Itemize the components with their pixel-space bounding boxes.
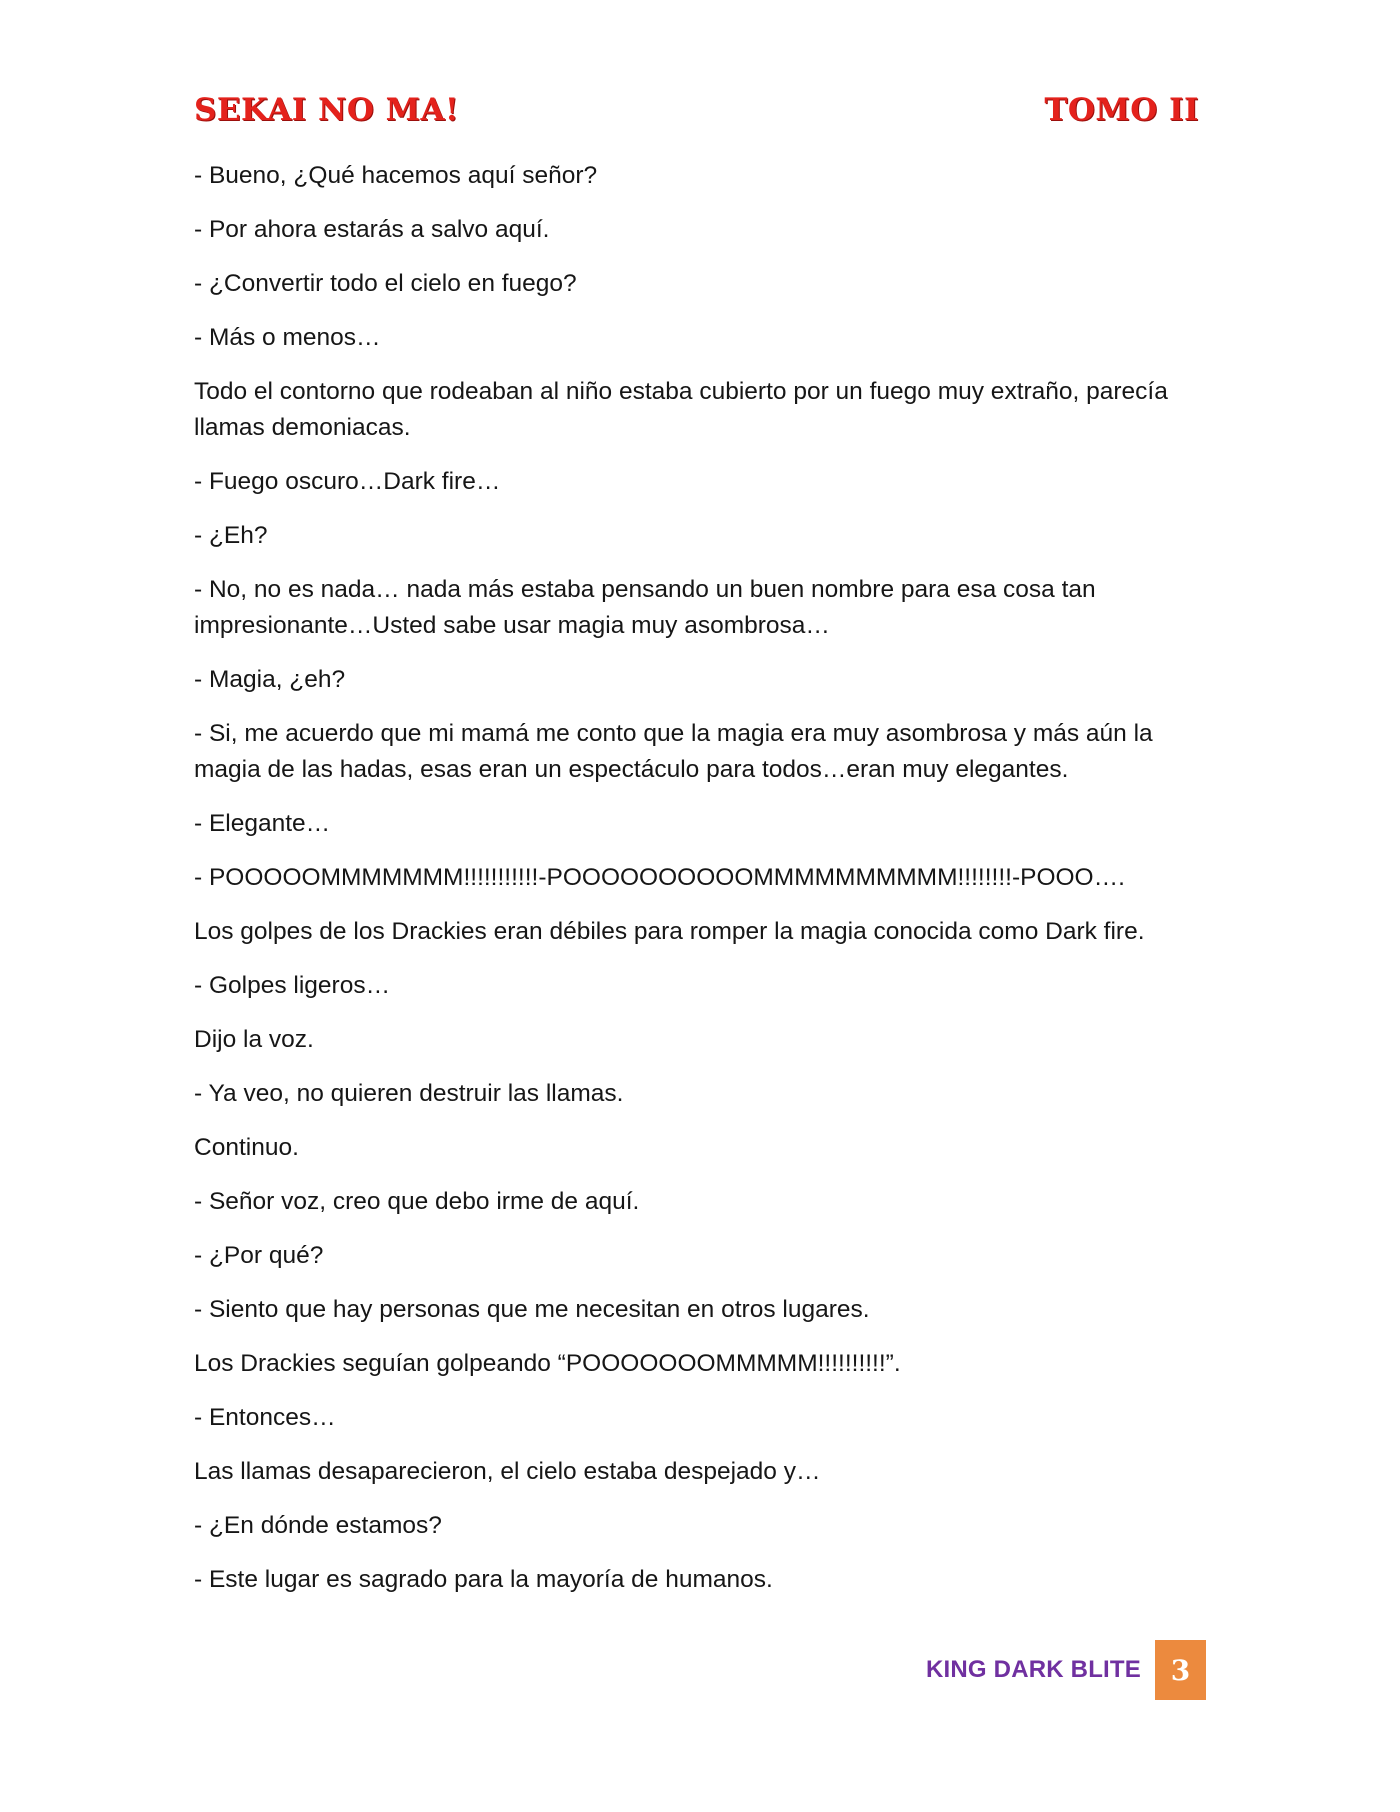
paragraph: Los Drackies seguían golpeando “POOOOOOOMMMMM!!!!!!!!!!”.	[194, 1350, 901, 1377]
author-name: KING DARK BLITE	[926, 1656, 1141, 1683]
paragraph: - ¿Por qué?	[194, 1242, 324, 1269]
paragraph: - Magia, ¿eh?	[194, 666, 346, 693]
paragraph: - Ya veo, no quieren destruir las llamas.	[194, 1080, 624, 1107]
paragraph: - POOOOOMMMMMMM!!!!!!!!!!!-POOOOOOOOOOMMMMMMMMMM!!!!!!!!-POOO….	[194, 864, 1125, 891]
paragraph: Las llamas desaparecieron, el cielo estaba despejado y…	[194, 1458, 821, 1485]
body-text	[194, 158, 1204, 1616]
paragraph: - Más o menos…	[194, 324, 381, 351]
page-footer	[926, 1640, 1206, 1700]
paragraph: - Elegante…	[194, 810, 331, 837]
paragraph: - ¿Convertir todo el cielo en fuego?	[194, 270, 577, 297]
paragraph: - Siento que hay personas que me necesitan en otros lugares.	[194, 1296, 870, 1323]
paragraph: - Por ahora estarás a salvo aquí.	[194, 216, 550, 243]
paragraph: Continuo.	[194, 1134, 299, 1161]
paragraph: - Golpes ligeros…	[194, 972, 391, 999]
page-header	[194, 88, 1199, 132]
paragraph: - Este lugar es sagrado para la mayoría de humanos.	[194, 1566, 773, 1593]
paragraph: - Señor voz, creo que debo irme de aquí.	[194, 1188, 640, 1215]
page-number-badge: 3	[1155, 1640, 1206, 1700]
paragraph: - Fuego oscuro…Dark fire…	[194, 468, 501, 495]
paragraph: - Bueno, ¿Qué hacemos aquí señor?	[194, 162, 598, 189]
paragraph: - ¿En dónde estamos?	[194, 1512, 442, 1539]
book-title: SEKAI NO MA!	[194, 92, 460, 128]
paragraph: - Entonces…	[194, 1404, 336, 1431]
paragraph: Dijo la voz.	[194, 1026, 314, 1053]
paragraph: Los golpes de los Drackies eran débiles para romper la magia conocida como Dark fire.	[194, 918, 1145, 945]
paragraph: - Si, me acuerdo que mi mamá me conto que la magia era muy asombrosa y más aún la magia de las hadas, esas eran un espectáculo para todos…eran muy elegantes.	[194, 720, 1153, 783]
paragraph: - ¿Eh?	[194, 522, 268, 549]
paragraph: - No, no es nada… nada más estaba pensando un buen nombre para esa cosa tan impresionante…Usted sabe usar magia muy asombrosa…	[194, 576, 1096, 639]
paragraph: Todo el contorno que rodeaban al niño estaba cubierto por un fuego muy extraño, parecía llamas demoniacas.	[194, 378, 1168, 441]
volume-title: TOMO II	[1044, 92, 1199, 128]
